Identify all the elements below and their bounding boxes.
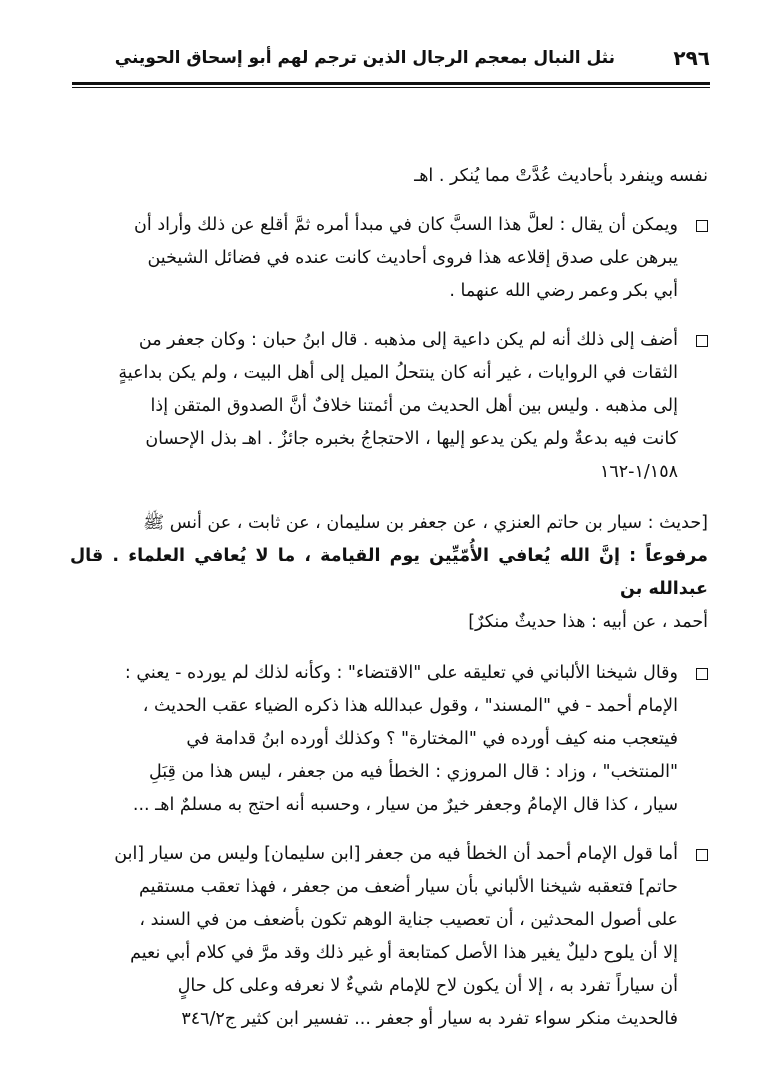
text-line: أما قول الإمام أحمد أن الخطأ فيه من جعفر [ابن سليمان] وليس من سيار [ابن (114, 844, 678, 864)
text-line: فيتعجب منه كيف أورده في "المختارة" ؟ وكذلك أورده ابنُ قدامة في (186, 729, 678, 749)
paragraph-3 (70, 324, 708, 489)
page-body (70, 160, 708, 1052)
text-line: الإمام أحمد - في "المسند" ، وقول عبدالله هذا ذكره الضياء عقب الحديث ، (142, 696, 678, 716)
text-line: أضف إلى ذلك أنه لم يكن داعية إلى مذهبه . قال ابنُ حبان : وكان جعفر من (138, 330, 678, 350)
text-line: إلى مذهبه . وليس بين أهل الحديث من أئمتنا خلافٌ أنَّ الصدوق المتقن إذا (150, 396, 678, 416)
text-line: على أصول المحدثين ، أن تعصيب جناية الوهم تكون بأضعف من في السند ، (139, 910, 678, 930)
text-line: حاتم] فتعقبه شيخنا الألباني بأن سيار أضعف من جعفر ، فهذا تعقب مستقيم (139, 877, 678, 897)
text-line: "المنتخب" ، وزاد : قال المروزي : الخطأ فيه من جعفر ، ليس هذا من قِبَلِ (149, 762, 678, 782)
text-line: وقال شيخنا الألباني في تعليقه على "الاقتضاء" : وكأنه لذلك لم يورده - يعني : (124, 663, 678, 683)
text-line: فالحديث منكر سواء تفرد به سيار أو جعفر ... تفسير ابن كثير ج٣٤٦/٢ (181, 1009, 678, 1029)
text-line: أن سياراً تفرد به ، إلا أن يكون لاح للإمام شيءٌ لا نعرفه وعلى كل حالٍ (177, 976, 678, 996)
text-line: يبرهن على صدق إقلاعه هذا فروى أحاديث كانت عنده في فضائل الشيخين (147, 248, 678, 268)
text-line: الثقات في الروايات ، غير أنه كان ينتحلُ الميل إلى أهل البيت ، ولم يكن بداعيةٍ (118, 363, 678, 383)
text-line: أبي بكر وعمر رضي الله عنهما . (449, 281, 678, 301)
text-line: إلا أن يلوح دليلٌ يغير هذا الأصل كمتابعة أو غير ذلك وقد مرَّ في كلام أبي نعيم (130, 943, 678, 963)
paragraph-5 (70, 657, 708, 822)
checkbox-bullet-icon (696, 849, 708, 861)
hadith-quote (70, 507, 708, 639)
text-line: ويمكن أن يقال : لعلَّ هذا السبَّ كان في مبدأ أمره ثمَّ أقلع عن ذلك وأراد أن (134, 215, 678, 235)
checkbox-bullet-icon (696, 335, 708, 347)
paragraph-2 (70, 209, 708, 308)
running-title: نثل النبال بمعجم الرجال الذين ترجم لهم أبو إسحاق الحويني (114, 48, 615, 68)
page-number: ٢٩٦ (673, 46, 710, 70)
text-line: أحمد ، عن أبيه : هذا حديثٌ منكرٌ] (468, 612, 708, 632)
paragraph-1 (70, 160, 708, 193)
text-line: نفسه وينفرد بأحاديث عُدَّتْ مما يُنكر . اهـ (414, 166, 708, 186)
checkbox-bullet-icon (696, 220, 708, 232)
paragraph-6 (70, 838, 708, 1036)
checkbox-bullet-icon (696, 668, 708, 680)
text-line: كانت فيه بدعةٌ ولم يكن يدعو إليها ، الاحتجاجُ بخبره جائزٌ . اهـ بذل الإحسان (145, 429, 678, 449)
citation-pages: ١/١٥٨-١٦٢ (599, 462, 678, 482)
text-line: سيار ، كذا قال الإمامُ وجعفر خيرٌ من سيار ، وحسبه أنه احتج به مسلمٌ اهـ ... (132, 795, 678, 815)
text-line: مرفوعاً : إنَّ الله يُعافي الأُمّيِّين يوم القيامة ، ما لا يُعافي العلماء . قال عبدالله بن (70, 546, 708, 599)
text-line: [حديث : سيار بن حاتم العنزي ، عن جعفر بن سليمان ، عن ثابت ، عن أنس ﷺ (143, 513, 708, 533)
header-divider (72, 82, 710, 88)
page-header (70, 40, 710, 78)
